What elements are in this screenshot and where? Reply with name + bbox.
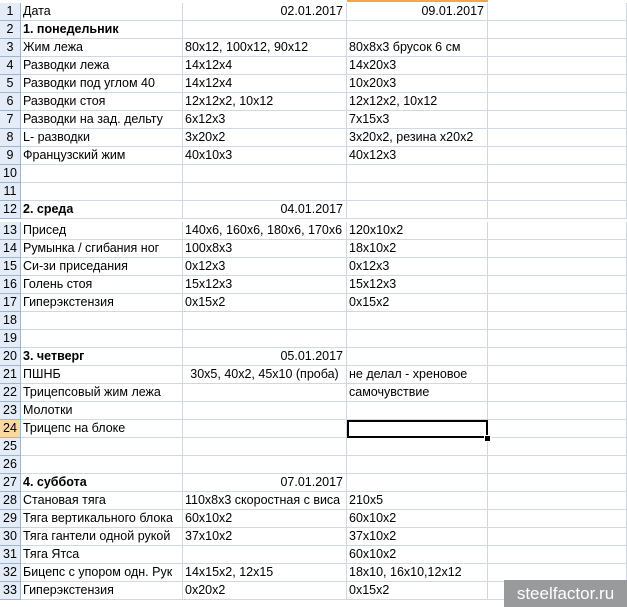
cell-c[interactable] <box>347 348 488 366</box>
cell-a[interactable]: Трицепс на блоке <box>21 420 183 438</box>
row-number[interactable]: 14 <box>0 240 21 258</box>
cell-d[interactable] <box>488 294 627 312</box>
cell-d[interactable] <box>488 330 627 348</box>
table-row <box>0 75 627 93</box>
table-row <box>0 258 627 276</box>
cell-c[interactable]: 18x10, 16x10,12x12 <box>347 564 488 582</box>
cell-a[interactable]: Тяга Ятса <box>21 546 183 564</box>
cell-c[interactable] <box>347 21 488 39</box>
cell-a[interactable]: 1. понедельник <box>21 21 183 39</box>
table-row <box>0 330 627 348</box>
cell-b[interactable]: 3x20x2 <box>183 129 347 147</box>
cell-b[interactable]: 0x12x3 <box>183 258 347 276</box>
cell-c[interactable] <box>347 312 488 330</box>
cell-b[interactable] <box>183 438 347 456</box>
row-number[interactable]: 33 <box>0 582 21 600</box>
selected-cell[interactable] <box>347 420 488 438</box>
table-row <box>0 39 627 57</box>
cell-d[interactable] <box>488 348 627 366</box>
cell-c[interactable]: 7x15x3 <box>347 111 488 129</box>
cell-c[interactable] <box>347 474 488 492</box>
cell-d[interactable] <box>488 402 627 420</box>
cell-d[interactable] <box>488 528 627 546</box>
cell-c[interactable]: 10x20x3 <box>347 75 488 93</box>
row-number[interactable]: 3 <box>0 39 21 57</box>
cell-a[interactable]: L- разводки <box>21 129 183 147</box>
cell-c[interactable]: 40x12x3 <box>347 147 488 165</box>
cell-a[interactable]: 3. четверг <box>21 348 183 366</box>
cell-a[interactable]: Разводки под углом 40 <box>21 75 183 93</box>
cell-a[interactable]: Румынка / сгибания ног <box>21 240 183 258</box>
cell-b[interactable]: 40x10x3 <box>183 147 347 165</box>
cell-b[interactable]: 60x10x2 <box>183 510 347 528</box>
cell-c[interactable]: 0x15x2 <box>347 294 488 312</box>
table-row <box>0 276 627 294</box>
cell-a[interactable]: Си-зи приседания <box>21 258 183 276</box>
cell-b[interactable] <box>183 165 347 183</box>
cell-b[interactable] <box>183 402 347 420</box>
cell-a[interactable]: 2. среда <box>21 201 183 219</box>
table-row <box>0 528 627 546</box>
cell-b[interactable] <box>183 330 347 348</box>
row-number[interactable]: 31 <box>0 546 21 564</box>
cell-c[interactable] <box>347 165 488 183</box>
cell-d[interactable] <box>488 420 627 438</box>
cell-d[interactable] <box>488 147 627 165</box>
table-row <box>0 183 627 201</box>
cell-b[interactable]: 0x15x2 <box>183 294 347 312</box>
cell-a[interactable]: Разводки лежа <box>21 57 183 75</box>
table-row <box>0 57 627 75</box>
row-number[interactable]: 16 <box>0 276 21 294</box>
cell-d[interactable] <box>488 39 627 57</box>
cell-c[interactable] <box>347 330 488 348</box>
cell-d[interactable] <box>488 183 627 201</box>
cell-a[interactable]: ПШНБ <box>21 366 183 384</box>
cell-b[interactable]: 37x10x2 <box>183 528 347 546</box>
table-row <box>0 21 627 39</box>
row-number[interactable]: 30 <box>0 528 21 546</box>
cell-b[interactable] <box>183 384 347 402</box>
table-row <box>0 510 627 528</box>
row-number[interactable]: 28 <box>0 492 21 510</box>
cell-d[interactable] <box>488 240 627 258</box>
row-number[interactable]: 29 <box>0 510 21 528</box>
row-number[interactable]: 18 <box>0 312 21 330</box>
table-row <box>0 201 627 219</box>
cell-d[interactable] <box>488 366 627 384</box>
cell-a[interactable] <box>21 312 183 330</box>
cell-c[interactable]: 210x5 <box>347 492 488 510</box>
cell-c[interactable]: 60x10x2 <box>347 510 488 528</box>
row-number[interactable]: 10 <box>0 165 21 183</box>
table-row <box>0 492 627 510</box>
row-number[interactable]: 26 <box>0 456 21 474</box>
cell-a[interactable]: Разводки на зад. дельту <box>21 111 183 129</box>
cell-a[interactable]: Тяга гантели одной рукой <box>21 528 183 546</box>
cell-b[interactable] <box>183 183 347 201</box>
cell-a[interactable]: Гиперэкстензия <box>21 294 183 312</box>
row-number[interactable]: 19 <box>0 330 21 348</box>
row-number[interactable]: 23 <box>0 402 21 420</box>
table-row <box>0 312 627 330</box>
cell-b[interactable]: 110x8x3 скоростная с виса <box>183 492 347 510</box>
cell-a[interactable] <box>21 438 183 456</box>
row-number[interactable]: 6 <box>0 93 21 111</box>
cell-a[interactable]: Бицепс с упором одн. Рук <box>21 564 183 582</box>
cell-b[interactable] <box>183 21 347 39</box>
cell-d[interactable] <box>488 384 627 402</box>
row-number[interactable]: 25 <box>0 438 21 456</box>
row-number[interactable]: 13 <box>0 222 21 240</box>
cell-a[interactable]: Жим лежа <box>21 39 183 57</box>
cell-d[interactable] <box>488 312 627 330</box>
cell-a[interactable]: Тяга вертикального блока <box>21 510 183 528</box>
cell-b[interactable]: 100x8x3 <box>183 240 347 258</box>
cell-a[interactable]: Разводки стоя <box>21 93 183 111</box>
cell-a[interactable]: Французский жим <box>21 147 183 165</box>
cell-a[interactable]: Молотки <box>21 402 183 420</box>
table-row <box>0 165 627 183</box>
table-row <box>0 93 627 111</box>
row-number[interactable]: 20 <box>0 348 21 366</box>
cell-d[interactable] <box>488 3 627 21</box>
row-number[interactable]: 1 <box>0 3 21 21</box>
cell-b[interactable]: 04.01.2017 <box>183 201 347 219</box>
table-row <box>0 222 627 240</box>
cell-c[interactable]: 37x10x2 <box>347 528 488 546</box>
cell-d[interactable] <box>488 21 627 39</box>
cell-a[interactable]: Становая тяга <box>21 492 183 510</box>
cell-a[interactable]: Трицепсовый жим лежа <box>21 384 183 402</box>
row-number[interactable]: 22 <box>0 384 21 402</box>
cell-c[interactable]: 0x15x2 <box>347 582 488 600</box>
cell-d[interactable] <box>488 93 627 111</box>
cell-a[interactable]: Гиперэкстензия <box>21 582 183 600</box>
row-number[interactable]: 8 <box>0 129 21 147</box>
row-number[interactable]: 4 <box>0 57 21 75</box>
cell-b[interactable] <box>183 420 347 438</box>
cell-a[interactable] <box>21 456 183 474</box>
cell-d[interactable] <box>488 510 627 528</box>
table-row <box>0 294 627 312</box>
column-c-highlight <box>347 0 488 2</box>
cell-c[interactable]: 3x20x2, резина x20x2 <box>347 129 488 147</box>
cell-d[interactable] <box>488 276 627 294</box>
cell-b[interactable]: 15x12x3 <box>183 276 347 294</box>
cell-b[interactable]: 14x12x4 <box>183 57 347 75</box>
table-row <box>0 111 627 129</box>
cell-a[interactable] <box>21 330 183 348</box>
cell-c[interactable]: 09.01.2017 <box>347 3 488 21</box>
cell-b[interactable]: 07.01.2017 <box>183 474 347 492</box>
cell-c[interactable]: не делал - хреновое <box>347 366 488 384</box>
cell-d[interactable] <box>488 129 627 147</box>
cell-b[interactable]: 02.01.2017 <box>183 3 347 21</box>
row-number[interactable]: 7 <box>0 111 21 129</box>
cell-c[interactable] <box>347 456 488 474</box>
cell-c[interactable] <box>347 201 488 219</box>
cell-c[interactable]: 80x8x3 брусок 6 см <box>347 39 488 57</box>
row-number[interactable]: 24 <box>0 420 21 438</box>
cell-c[interactable] <box>347 183 488 201</box>
table-row <box>0 402 627 420</box>
row-number[interactable]: 27 <box>0 474 21 492</box>
cell-d[interactable] <box>488 258 627 276</box>
row-number[interactable]: 12 <box>0 201 21 219</box>
row-number[interactable]: 2 <box>0 21 21 39</box>
cell-b[interactable]: 140x6, 160x6, 180x6, 170x6 <box>183 222 347 240</box>
cell-b[interactable]: 12x12x2, 10x12 <box>183 93 347 111</box>
fill-handle[interactable] <box>484 435 491 442</box>
cell-d[interactable] <box>488 75 627 93</box>
row-number[interactable]: 21 <box>0 366 21 384</box>
table-row <box>0 147 627 165</box>
table-row <box>0 474 627 492</box>
row-number[interactable]: 15 <box>0 258 21 276</box>
row-number[interactable]: 9 <box>0 147 21 165</box>
cell-c[interactable]: самочувствие <box>347 384 488 402</box>
table-row <box>0 438 627 456</box>
cell-a[interactable]: Голень стоя <box>21 276 183 294</box>
cell-d[interactable] <box>488 201 627 219</box>
cell-c[interactable]: 14x20x3 <box>347 57 488 75</box>
cell-c[interactable]: 120x10x2 <box>347 222 488 240</box>
table-row <box>0 384 627 402</box>
row-number[interactable]: 32 <box>0 564 21 582</box>
cell-d[interactable] <box>488 222 627 240</box>
watermark: steelfactor.ru <box>504 580 627 607</box>
table-row <box>0 546 627 564</box>
table-row <box>0 366 627 384</box>
row-number[interactable]: 11 <box>0 183 21 201</box>
table-row <box>0 3 627 21</box>
cell-c[interactable]: 0x12x3 <box>347 258 488 276</box>
cell-c[interactable]: 15x12x3 <box>347 276 488 294</box>
table-row <box>0 240 627 258</box>
cell-b[interactable]: 30x5, 40x2, 45x10 (проба) <box>183 366 347 384</box>
table-row <box>0 129 627 147</box>
cell-c[interactable]: 60x10x2 <box>347 546 488 564</box>
cell-b[interactable]: 05.01.2017 <box>183 348 347 366</box>
cell-c[interactable] <box>347 438 488 456</box>
row-number[interactable]: 17 <box>0 294 21 312</box>
cell-d[interactable] <box>488 492 627 510</box>
table-row <box>0 456 627 474</box>
cell-c[interactable] <box>347 402 488 420</box>
cell-b[interactable]: 80x12, 100x12, 90x12 <box>183 39 347 57</box>
cell-d[interactable] <box>488 438 627 456</box>
cell-b[interactable]: 14x12x4 <box>183 75 347 93</box>
cell-c[interactable]: 18x10x2 <box>347 240 488 258</box>
cell-b[interactable]: 6x12x3 <box>183 111 347 129</box>
cell-b[interactable]: 14x15x2, 12x15 <box>183 564 347 582</box>
table-row <box>0 420 627 438</box>
cell-a[interactable]: 4. суббота <box>21 474 183 492</box>
table-row <box>0 348 627 366</box>
cell-a[interactable] <box>21 165 183 183</box>
cell-d[interactable] <box>488 474 627 492</box>
cell-b[interactable]: 0x20x2 <box>183 582 347 600</box>
cell-b[interactable] <box>183 312 347 330</box>
cell-b[interactable] <box>183 546 347 564</box>
cell-a[interactable]: Дата <box>21 3 183 21</box>
cell-d[interactable] <box>488 165 627 183</box>
cell-a[interactable]: Присед <box>21 222 183 240</box>
cell-b[interactable] <box>183 456 347 474</box>
cell-a[interactable] <box>21 183 183 201</box>
cell-d[interactable] <box>488 546 627 564</box>
cell-d[interactable] <box>488 111 627 129</box>
cell-c[interactable]: 12x12x2, 10x12 <box>347 93 488 111</box>
cell-d[interactable] <box>488 456 627 474</box>
cell-d[interactable] <box>488 57 627 75</box>
row-number[interactable]: 5 <box>0 75 21 93</box>
